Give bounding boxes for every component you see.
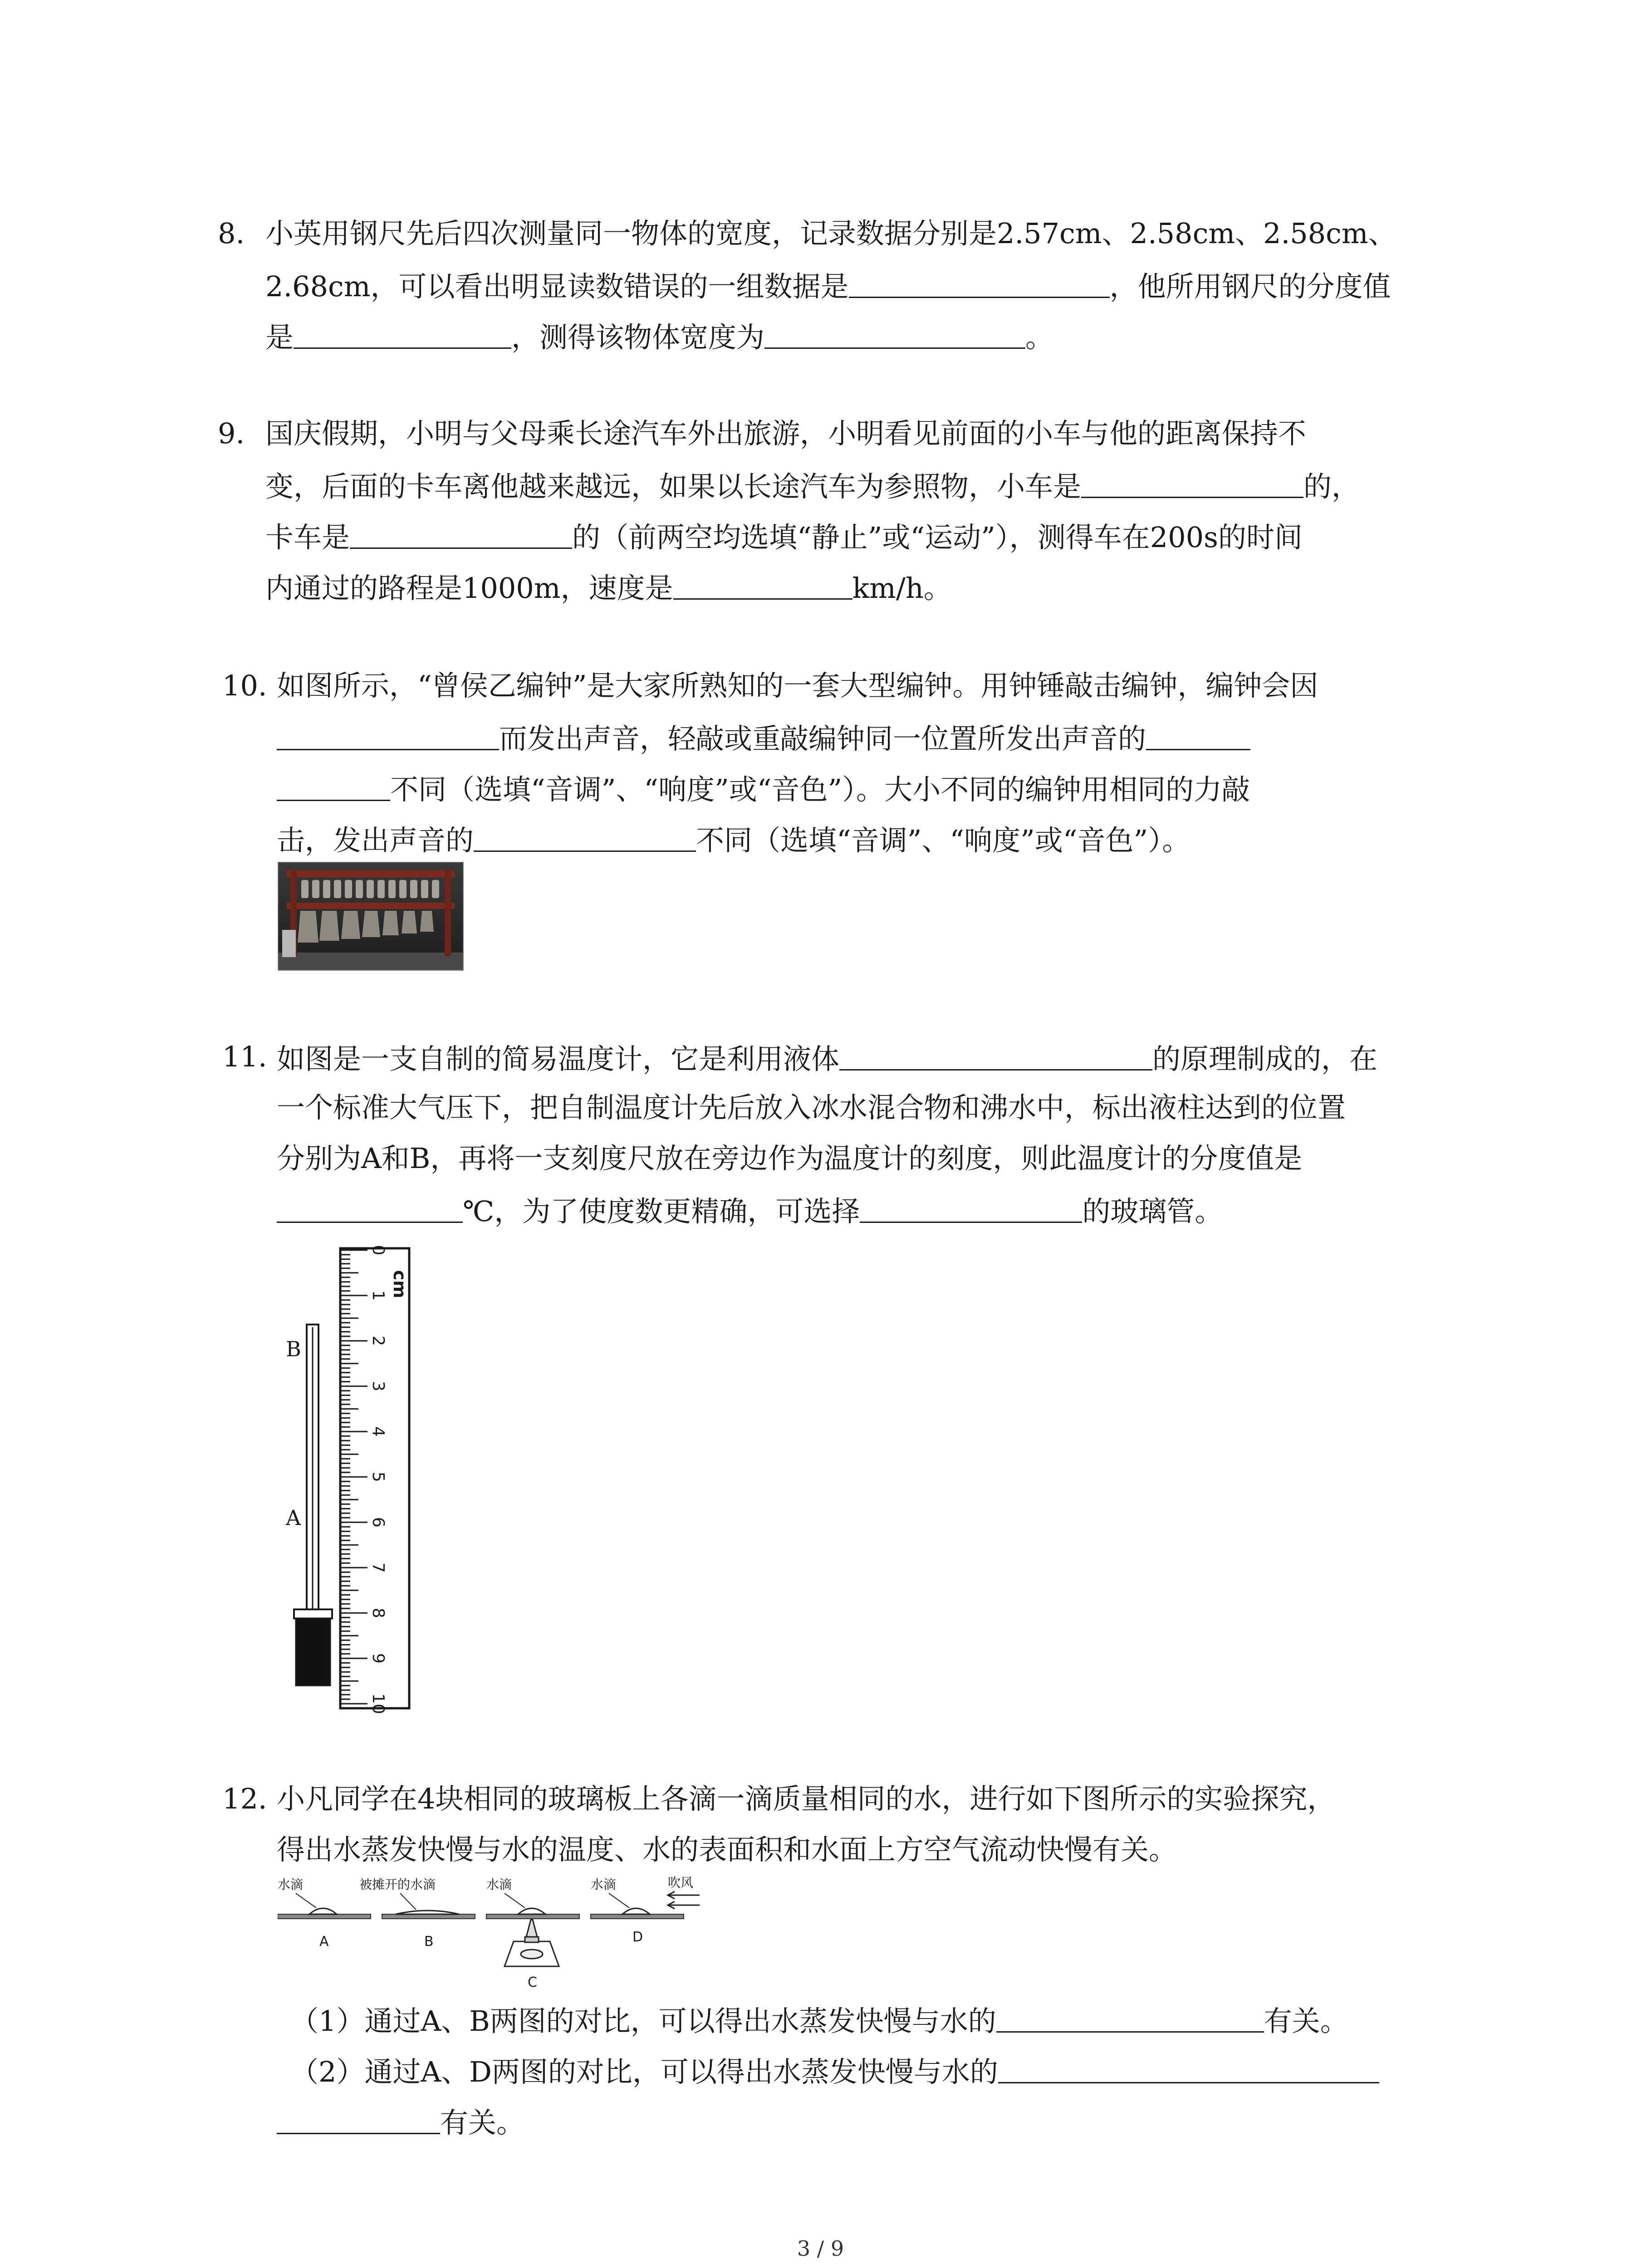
question-text: 国庆假期，小明与父母乘长途汽车外出旅游，小明看见前面的小车与他的距离保持不 <box>265 417 1307 450</box>
page-number: 3 / 9 <box>797 2236 844 2261</box>
answer-blank[interactable] <box>277 773 390 801</box>
question-number: 8. <box>218 217 245 250</box>
ruler-tick-label: 7 <box>369 1562 387 1573</box>
sub-question-2: （2）通过A、D两图的对比，可以得出水蒸发快慢与水的 <box>290 2056 1379 2086</box>
ruler-tick-label: 1 <box>369 1290 387 1301</box>
question-text: 不同（选填“音调”、“响度”或“音色”）。大小不同的编钟用相同的力敲 <box>277 773 1250 804</box>
question-text: 击，发出声音的 不同（选填“音调”、“响度”或“音色”）。 <box>277 824 1190 857</box>
ruler-tick-label: 4 <box>369 1426 387 1437</box>
question-text: 变，后面的卡车离他越来越远，如果以长途汽车为参照物，小车是 的， <box>265 470 1360 503</box>
question-text: 如图是一支自制的简易温度计，它是利用液体 的原理制成的，在 <box>277 1042 1378 1075</box>
ruler-tick-label: 10 <box>369 1693 387 1714</box>
thermometer-ruler-figure <box>281 1243 426 1715</box>
question-number: 11. <box>222 1040 267 1073</box>
question-text: 如图所示，“曾侯乙编钟”是大家所熟知的一套大型编钟。用钟锤敲击编钟，编钟会因 <box>277 669 1318 702</box>
question-text: 得出水蒸发快慢与水的温度、水的表面积和水面上方空气流动快慢有关。 <box>277 1833 1177 1866</box>
answer-blank[interactable] <box>860 1195 1082 1223</box>
bianzhong-bells-image <box>278 862 464 971</box>
label-a: A <box>286 1505 301 1530</box>
question-number: 10. <box>222 669 267 702</box>
answer-blank[interactable] <box>294 321 511 349</box>
ruler-tick-label: 8 <box>369 1608 387 1618</box>
water-drop-d <box>622 1908 650 1914</box>
ruler-tick-label: 3 <box>369 1381 387 1392</box>
question-text: 小英用钢尺先后四次测量同一物体的宽度，记录数据分别是2.57cm、2.58cm、2.58cm、 <box>265 217 1396 250</box>
ruler-tick-label: 0 <box>369 1245 387 1256</box>
question-text: 小凡同学在4块相同的玻璃板上各滴一滴质量相同的水，进行如下图所示的实验探究， <box>277 1782 1336 1815</box>
water-drop-a <box>309 1908 337 1914</box>
drop-label-d: 水滴 <box>591 1877 617 1892</box>
question-number: 9. <box>218 417 245 450</box>
thermometer-bulb <box>296 1618 330 1686</box>
answer-blank[interactable] <box>1081 470 1303 498</box>
answer-blank[interactable] <box>474 824 696 852</box>
ruler-tick-label: 2 <box>369 1335 387 1346</box>
ruler-unit: cm <box>390 1270 410 1299</box>
sub-question-1: （1）通过A、B两图的对比，可以得出水蒸发快慢与水的 有关。 <box>290 2004 1348 2038</box>
ruler-tick-label: 5 <box>369 1471 387 1482</box>
ruler-tick-label: 9 <box>369 1653 387 1664</box>
water-drop-c <box>518 1908 545 1914</box>
question-text: 2.68cm，可以看出明显读数错误的一组数据是 ，他所用钢尺的分度值 <box>265 270 1391 303</box>
water-drop-b <box>396 1911 459 1914</box>
answer-blank[interactable] <box>998 2056 1379 2083</box>
answer-blank[interactable] <box>673 572 852 600</box>
question-text: 内通过的路程是1000m，速度是 km/h。 <box>265 572 952 605</box>
ruler-tick-label: 6 <box>369 1517 387 1528</box>
evaporation-experiment-figure <box>278 1873 709 2009</box>
question-text: 卡车是 的（前两空均选填“静止”或“运动”），测得车在200s的时间 <box>265 521 1303 554</box>
question-text: ℃，为了使度数更精确，可选择 的玻璃管。 <box>277 1195 1223 1226</box>
answer-blank[interactable] <box>350 521 572 549</box>
question-number: 12. <box>222 1782 267 1815</box>
answer-blank[interactable] <box>839 1043 1152 1070</box>
label-b: B <box>286 1337 301 1361</box>
caption-c: C <box>528 1975 537 1990</box>
drop-label-b: 被摊开的水滴 <box>359 1877 436 1892</box>
question-text: 而发出声音，轻敲或重敲编钟同一位置所发出声音的 <box>277 723 1250 753</box>
answer-blank[interactable] <box>764 321 1025 349</box>
question-text: 是 ，测得该物体宽度为 。 <box>265 321 1054 354</box>
wind-label: 吹风 <box>668 1875 694 1890</box>
answer-blank[interactable] <box>1146 723 1250 750</box>
alcohol-lamp-icon <box>505 1920 559 1966</box>
answer-blank[interactable] <box>277 1195 463 1223</box>
question-text: 分别为A和B，再将一支刻度尺放在旁边作为温度计的刻度，则此温度计的分度值是 <box>277 1142 1303 1175</box>
answer-blank[interactable] <box>849 270 1110 298</box>
question-text: 一个标准大气压下，把自制温度计先后放入冰水混合物和沸水中，标出液柱达到的位置 <box>277 1091 1346 1124</box>
drop-label-c: 水滴 <box>486 1877 512 1892</box>
caption-d: D <box>632 1929 643 1945</box>
sub-question-2-cont: 有关。 <box>277 2107 524 2137</box>
answer-blank[interactable] <box>277 2107 440 2134</box>
caption-b: B <box>424 1934 434 1950</box>
caption-a: A <box>319 1934 329 1950</box>
answer-blank[interactable] <box>996 2005 1264 2033</box>
wind-arrows-icon <box>668 1892 700 1909</box>
drop-label-a: 水滴 <box>278 1877 304 1892</box>
answer-blank[interactable] <box>277 723 499 750</box>
